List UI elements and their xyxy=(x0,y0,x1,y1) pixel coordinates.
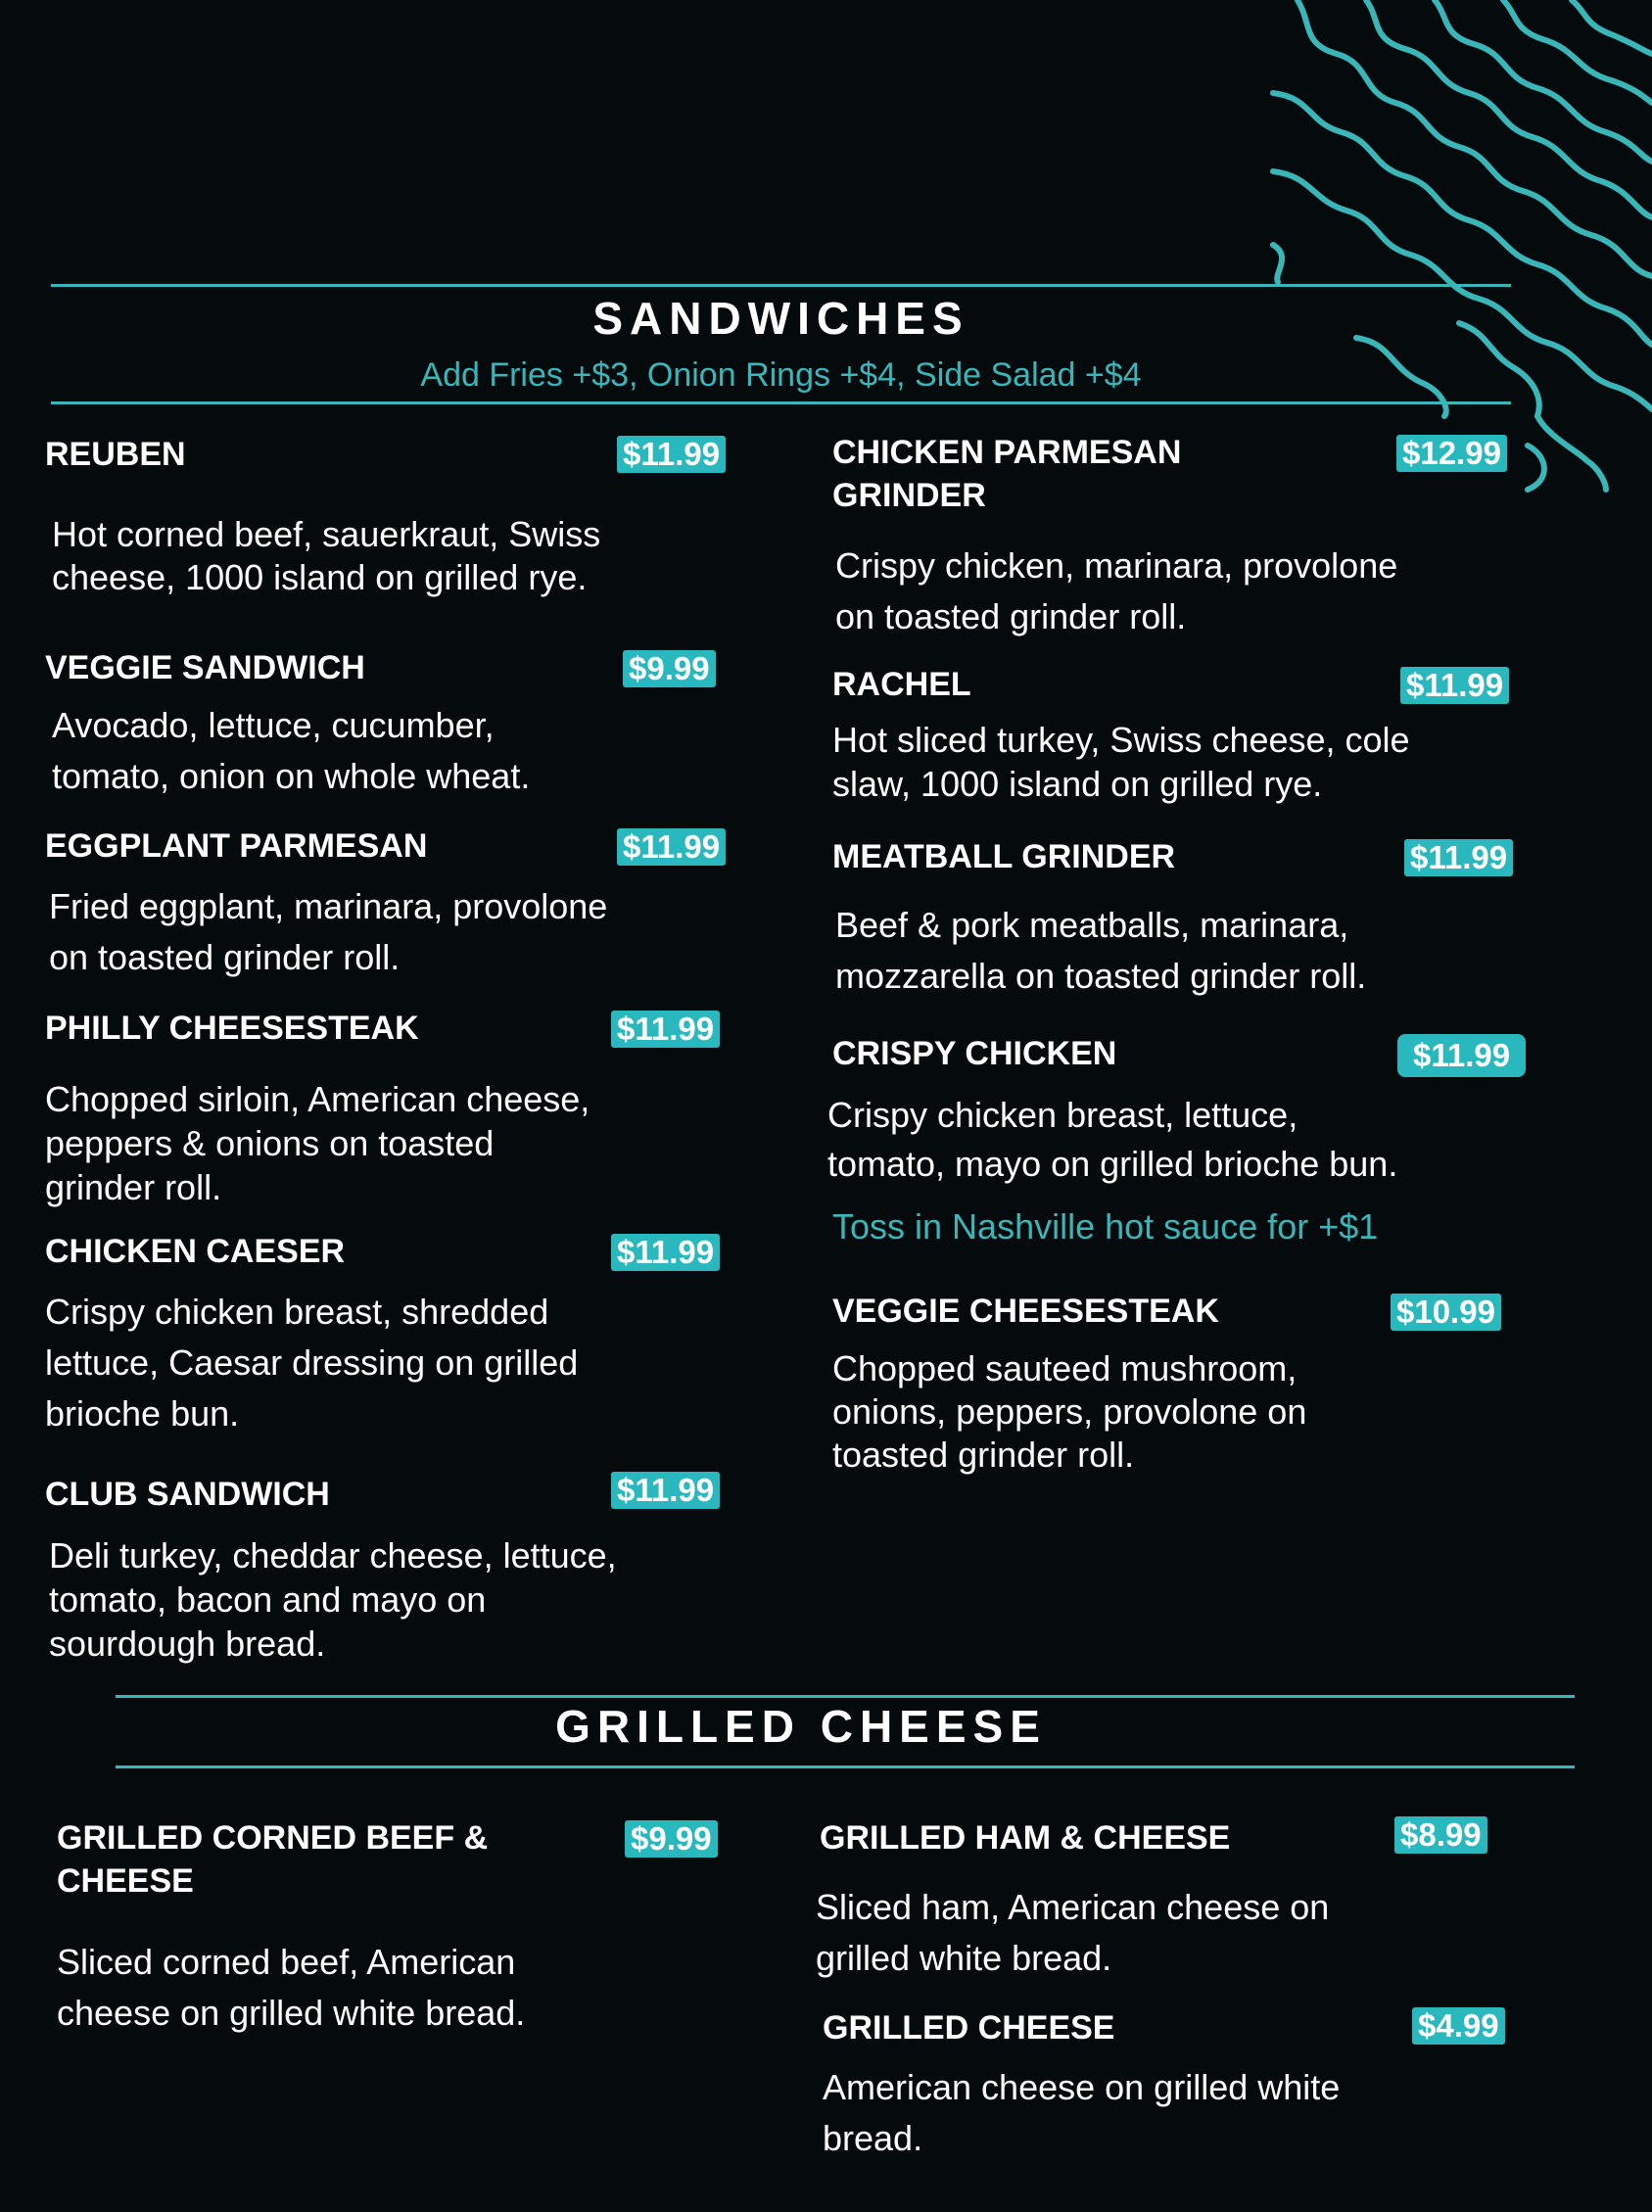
item-desc-veggie-sandwich: Avocado, lettuce, cucumber, tomato, onion on whole wheat. xyxy=(52,705,531,796)
price-badge-rachel: $11.99 xyxy=(1400,667,1509,704)
sandwiches-bottom-rule xyxy=(51,401,1511,404)
sandwiches-addons: Add Fries +$3, Onion Rings +$4, Side Salad +$4 xyxy=(420,356,1142,394)
item-desc-philly-cheesesteak: Chopped sirloin, American cheese, peppers & onions on toasted grinder roll. xyxy=(45,1079,590,1207)
nashville-hot-sauce-note: Toss in Nashville hot sauce for +$1 xyxy=(832,1206,1379,1247)
item-desc-chicken-caeser: Crispy chicken breast, shredded lettuce, Caesar dressing on grilled brioche bun. xyxy=(45,1292,579,1434)
price-badge-veggie-cheesesteak: $10.99 xyxy=(1391,1294,1501,1331)
item-name-grilled-ham-cheese: GRILLED HAM & CHEESE xyxy=(820,1819,1231,1857)
sandwiches-title: SANDWICHES xyxy=(592,293,969,344)
item-name-veggie-sandwich: VEGGIE SANDWICH xyxy=(45,649,365,686)
grilled-cheese-top-rule xyxy=(116,1695,1575,1698)
item-name-meatball-grinder: MEATBALL GRINDER xyxy=(832,838,1176,875)
grilled-cheese-bottom-rule xyxy=(116,1765,1575,1768)
item-name-crispy-chicken: CRISPY CHICKEN xyxy=(832,1035,1117,1072)
item-desc-chicken-parmesan-grinder: Crispy chicken, marinara, provolone on toasted grinder roll. xyxy=(835,545,1398,636)
grilled-cheese-title: GRILLED CHEESE xyxy=(555,1701,1047,1752)
price-badge-club-sandwich: $11.99 xyxy=(611,1472,720,1509)
decorative-waves xyxy=(0,0,1652,509)
item-name-grilled-corned-beef-cheese: GRILLED CORNED BEEF & CHEESE xyxy=(57,1819,489,1900)
item-desc-reuben: Hot corned beef, sauerkraut, Swiss cheese, 1000 island on grilled rye. xyxy=(52,514,601,597)
item-name-veggie-cheesesteak: VEGGIE CHEESESTEAK xyxy=(832,1293,1219,1330)
item-desc-grilled-ham-cheese: Sliced ham, American cheese on grilled white bread. xyxy=(816,1887,1330,1978)
price-badge-chicken-caeser: $11.99 xyxy=(611,1234,720,1271)
item-name-club-sandwich: CLUB SANDWICH xyxy=(45,1476,330,1513)
price-badge-chicken-parmesan-grinder: $12.99 xyxy=(1396,435,1507,472)
item-name-chicken-parmesan-grinder: CHICKEN PARMESAN GRINDER xyxy=(832,434,1182,514)
item-name-rachel: RACHEL xyxy=(832,666,971,703)
price-badge-veggie-sandwich: $9.99 xyxy=(623,650,716,687)
item-desc-eggplant-parmesan: Fried eggplant, marinara, provolone on toasted grinder roll. xyxy=(49,886,608,977)
item-name-reuben: REUBEN xyxy=(45,436,186,473)
price-badge-grilled-corned-beef-cheese: $9.99 xyxy=(625,1820,718,1858)
price-badge-philly-cheesesteak: $11.99 xyxy=(611,1011,720,1048)
price-badge-eggplant-parmesan: $11.99 xyxy=(617,828,726,866)
price-badge-grilled-cheese: $4.99 xyxy=(1412,2007,1505,2045)
item-desc-veggie-cheesesteak: Chopped sauteed mushroom, onions, peppers, provolone on toasted grinder roll. xyxy=(832,1348,1307,1475)
price-badge-grilled-ham-cheese: $8.99 xyxy=(1394,1816,1487,1854)
item-name-chicken-caeser: CHICKEN CAESER xyxy=(45,1233,346,1270)
price-badge-meatball-grinder: $11.99 xyxy=(1404,839,1513,876)
price-badge-crispy-chicken: $11.99 xyxy=(1397,1034,1526,1077)
item-desc-crispy-chicken: Crispy chicken breast, lettuce, tomato, mayo on grilled brioche bun. xyxy=(827,1095,1398,1184)
item-desc-club-sandwich: Deli turkey, cheddar cheese, lettuce, tomato, bacon and mayo on sourdough bread. xyxy=(49,1535,617,1664)
item-desc-grilled-corned-beef-cheese: Sliced corned beef, American cheese on grilled white bread. xyxy=(57,1942,526,2033)
item-name-eggplant-parmesan: EGGPLANT PARMESAN xyxy=(45,827,428,865)
item-desc-rachel: Hot sliced turkey, Swiss cheese, cole slaw, 1000 island on grilled rye. xyxy=(832,720,1410,804)
item-desc-meatball-grinder: Beef & pork meatballs, marinara, mozzarella on toasted grinder roll. xyxy=(835,905,1367,996)
sandwiches-top-rule xyxy=(51,284,1511,287)
item-name-philly-cheesesteak: PHILLY CHEESESTEAK xyxy=(45,1010,419,1047)
item-name-grilled-cheese: GRILLED CHEESE xyxy=(823,2009,1115,2047)
price-badge-reuben: $11.99 xyxy=(617,436,726,473)
item-desc-grilled-cheese: American cheese on grilled white bread. xyxy=(823,2067,1341,2158)
